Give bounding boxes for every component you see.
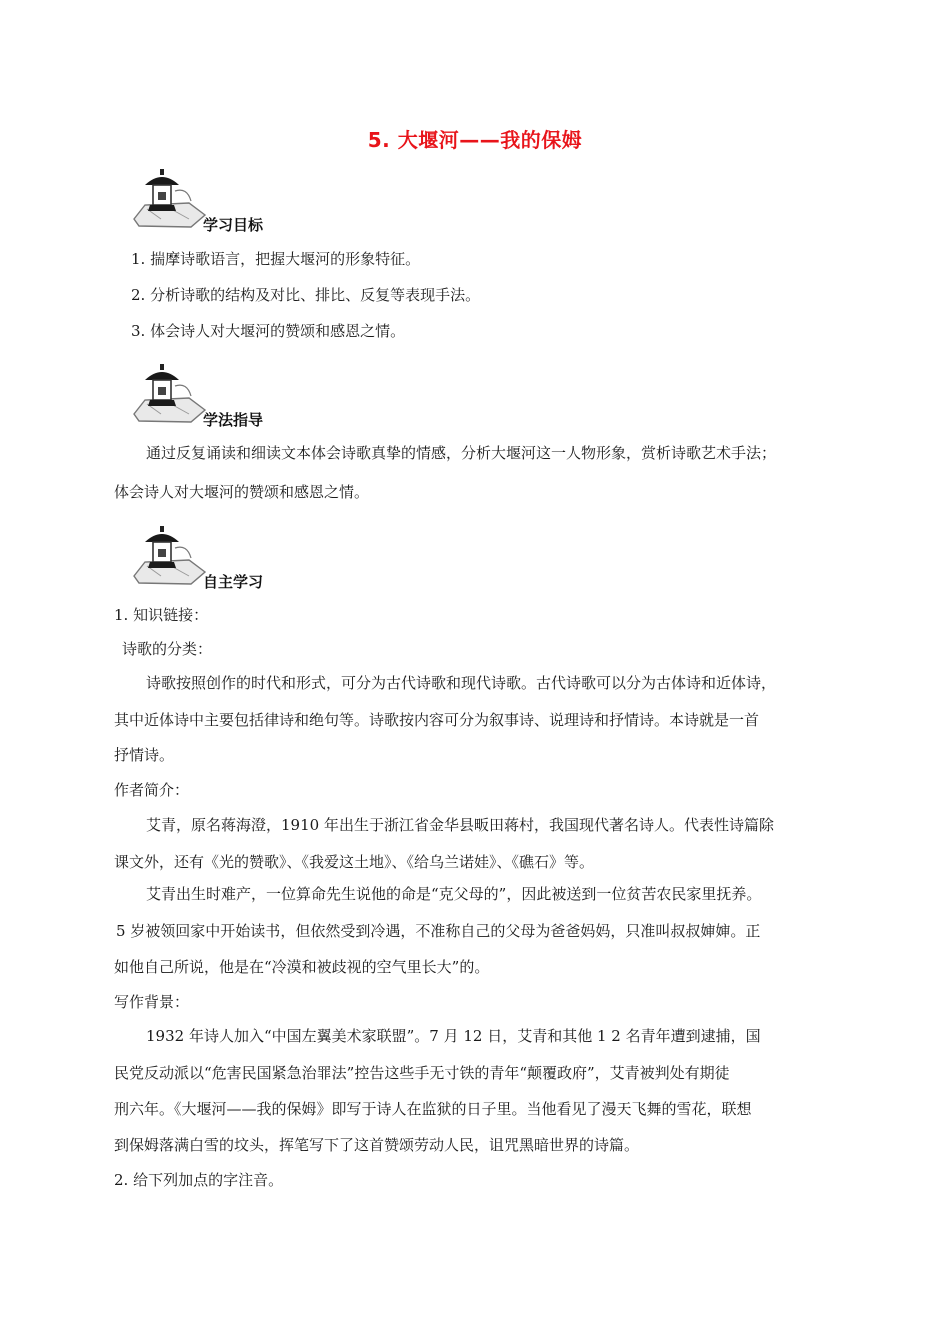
background-line-1: 1932 年诗人加入“中国左翼美术家联盟”。7 月 12 日，艾青和其他 1 2 名青年遭到逮捕，国	[146, 1027, 761, 1045]
goal-item-1: 1. 揣摩诗歌语言，把握大堰河的形象特征。	[131, 250, 421, 268]
section-header-method	[131, 360, 291, 430]
author-line-5: 如他自己所说，他是在“冷漠和被歧视的空气里长大”的。	[114, 958, 490, 976]
section-label-goals: 学习目标	[203, 216, 264, 234]
author-line-2: 课文外，还有《光的赞歌》、《我爱这土地》、《给乌兰诺娃》、《礁石》等。	[114, 853, 595, 871]
exercise-2-heading: 2. 给下列加点的字注音。	[114, 1171, 284, 1189]
author-line-3: 艾青出生时难产，一位算命先生说他的命是“克父母的”，因此被送到一位贫苦农民家里抚养。	[146, 885, 762, 903]
section-header-goals	[131, 165, 291, 235]
lamp-reading-icon	[131, 360, 211, 426]
section-label-method: 学法指导	[203, 411, 264, 429]
background-line-4: 到保姆落满白雪的坟头，挥笔写下了这首赞颂劳动人民，诅咒黑暗世界的诗篇。	[114, 1136, 640, 1154]
poetry-line-2: 其中近体诗中主要包括律诗和绝句等。诗歌按内容可分为叙事诗、说理诗和抒情诗。本诗就是一首	[114, 711, 760, 729]
poetry-line-3: 抒情诗。	[114, 746, 175, 764]
lamp-reading-icon	[131, 165, 211, 231]
goal-item-2: 2. 分析诗歌的结构及对比、排比、反复等表现手法。	[131, 286, 481, 304]
poetry-heading: 诗歌的分类：	[122, 640, 213, 658]
knowledge-heading: 1. 知识链接：	[114, 606, 209, 624]
author-heading: 作者简介：	[114, 781, 190, 799]
goal-item-3: 3. 体会诗人对大堰河的赞颂和感恩之情。	[131, 322, 406, 340]
author-line-1: 艾青，原名蒋海澄，1910 年出生于浙江省金华县畈田蒋村，我国现代著名诗人。代表性诗篇除	[146, 816, 774, 834]
lamp-reading-icon	[131, 522, 211, 588]
background-heading: 写作背景：	[114, 993, 190, 1011]
background-line-2: 民党反动派以“危害民国紧急治罪法”控告这些手无寸铁的青年“颠覆政府”，艾青被判处有期徒	[114, 1064, 730, 1082]
method-line-1: 通过反复诵读和细读文本体会诗歌真挚的情感，分析大堰河这一人物形象，赏析诗歌艺术手法；	[146, 444, 777, 462]
section-label-self-study: 自主学习	[203, 573, 264, 591]
background-line-3: 刑六年。《大堰河——我的保姆》即写于诗人在监狱的日子里。当他看见了漫天飞舞的雪花，联想	[114, 1100, 752, 1118]
method-line-2: 体会诗人对大堰河的赞颂和感恩之情。	[114, 483, 370, 501]
page-title: 5. 大堰河——我的保姆	[367, 128, 583, 152]
section-header-self-study	[131, 522, 291, 592]
poetry-line-1: 诗歌按照创作的时代和形式，可分为古代诗歌和现代诗歌。古代诗歌可以分为古体诗和近体诗，	[146, 674, 777, 692]
author-line-4: 5 岁被领回家中开始读书，但依然受到冷遇，不准称自己的父母为爸爸妈妈，只准叫叔叔婶婶。正	[116, 922, 761, 940]
